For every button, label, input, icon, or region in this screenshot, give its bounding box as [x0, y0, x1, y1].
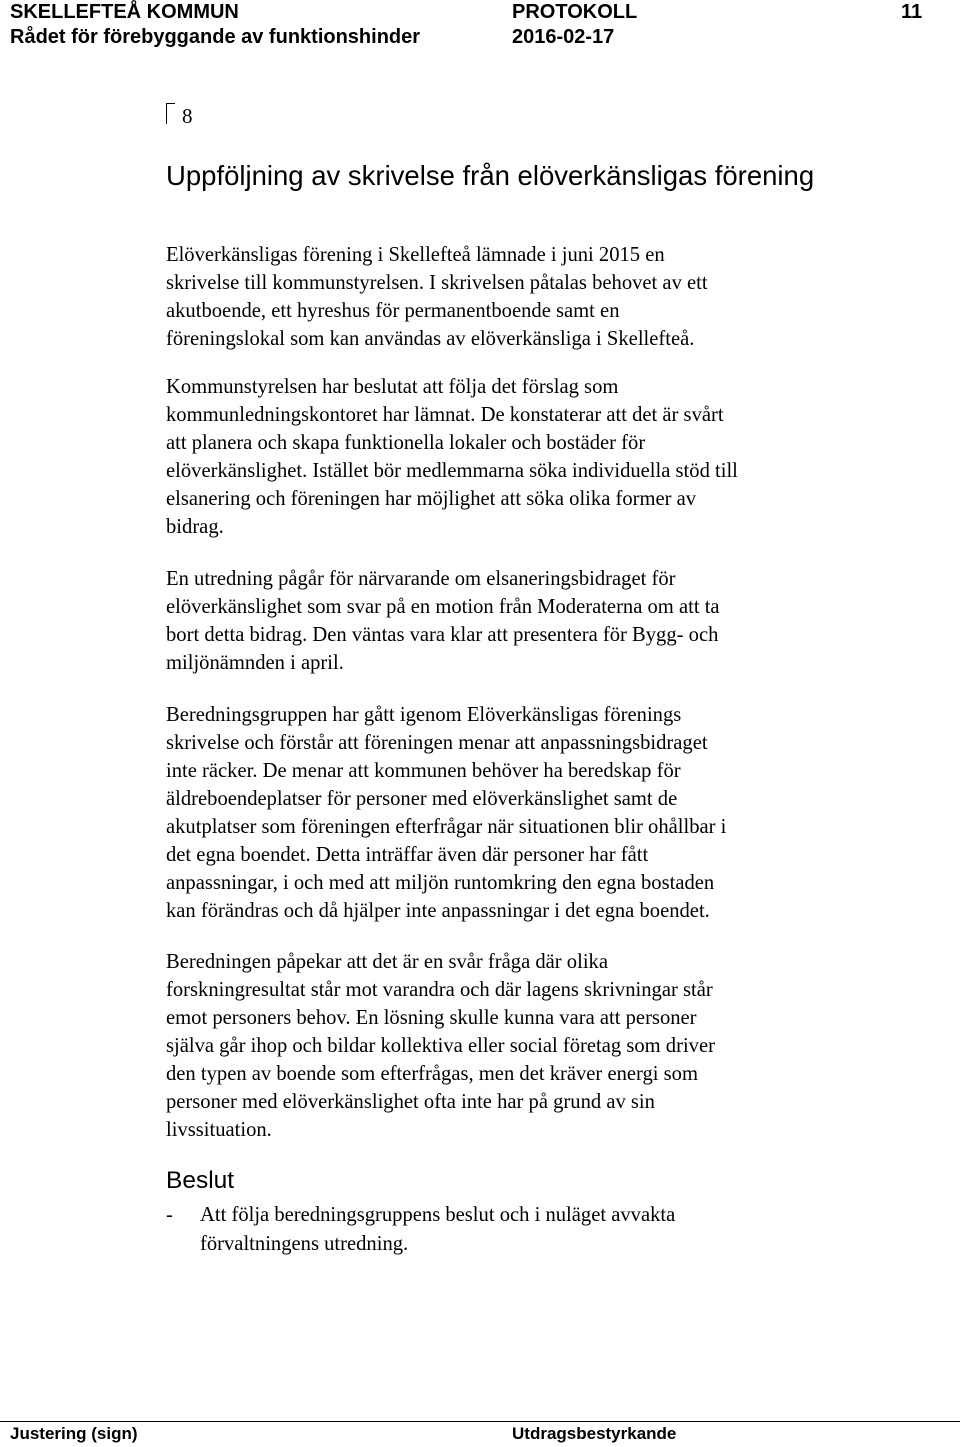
- paragraph-line: elöverkänslighet som svar på en motion från Moderaterna om att ta: [166, 596, 720, 618]
- paragraph-line: En utredning pågår för närvarande om elsaneringsbidraget för: [166, 568, 676, 590]
- paragraph-line: Beredningsgruppen har gått igenom Elöverkänsligas förenings: [166, 704, 682, 726]
- paragraph-line: att planera och skapa funktionella lokaler och bostäder för: [166, 432, 646, 454]
- paragraph-line: personer med elöverkänslighet ofta inte har på grund av sin: [166, 1091, 655, 1113]
- paragraph-line: föreningslokal som kan användas av elöverkänsliga i Skellefteå.: [166, 328, 695, 350]
- paragraph-line: emot personers behov. En lösning skulle kunna vara att personer: [166, 1007, 697, 1029]
- footer-certification-label: Utdragsbestyrkande: [512, 1424, 677, 1443]
- paragraph-line: anpassningar, i och med att miljön runtomkring den egna bostaden: [166, 872, 715, 894]
- paragraph-line: bidrag.: [166, 516, 224, 538]
- decision-heading: Beslut: [166, 1167, 235, 1194]
- paragraph-line: äldreboendeplatser för personer med elöverkänslighet samt de: [166, 788, 678, 810]
- paragraph-line: kommunledningskontoret har lämnat. De konstaterar att det är svårt: [166, 404, 724, 426]
- decision-line: förvaltningens utredning.: [200, 1233, 409, 1255]
- paragraph-line: själva går ihop och bildar kollektiva eller social företag som driver: [166, 1035, 715, 1057]
- municipality-name: SKELLEFTEÅ KOMMUN: [10, 1, 239, 23]
- section-marker-icon: [166, 103, 175, 124]
- paragraph-line: akutboende, ett hyreshus för permanentboende samt en: [166, 300, 620, 322]
- section-number: 8: [182, 104, 193, 128]
- decision-text: [200, 1201, 675, 1259]
- paragraph-line: kan förändras och då hjälper inte anpassningar i det egna boendet.: [166, 900, 710, 922]
- paragraph-line: den typen av boende som efterfrågas, men det kräver energi som: [166, 1063, 698, 1085]
- paragraph-line: elsanering och föreningen har möjlighet att söka olika former av: [166, 488, 697, 510]
- decision-bullet: -: [166, 1204, 173, 1226]
- paragraph-line: Kommunstyrelsen har beslutat att följa det förslag som: [166, 376, 619, 398]
- paragraph-1: [166, 241, 708, 353]
- footer-divider: [0, 1421, 960, 1422]
- paragraph-line: forskningresultat står mot varandra och där lagens skrivningar står: [166, 979, 713, 1001]
- section-title: Uppföljning av skrivelse från elöverkänsligas förening: [166, 160, 815, 191]
- paragraph-line: det egna boendet. Detta inträffar även där personer har fått: [166, 844, 649, 866]
- meeting-date: 2016-02-17: [512, 26, 615, 48]
- paragraph-3: [166, 565, 720, 677]
- paragraph-line: livssituation.: [166, 1119, 272, 1141]
- paragraph-line: Elöverkänsligas förening i Skellefteå lämnade i juni 2015 en: [166, 244, 665, 266]
- document-type: PROTOKOLL: [512, 1, 638, 23]
- paragraph-2: [166, 373, 738, 541]
- paragraph-line: bort detta bidrag. Den väntas vara klar att presentera för Bygg- och: [166, 624, 719, 646]
- paragraph-5: [166, 948, 715, 1144]
- paragraph-line: akutplatser som föreningen efterfrågar när situationen blir ohållbar i: [166, 816, 727, 838]
- paragraph-line: skrivelse och förstår att föreningen menar att anpassningsbidraget: [166, 732, 708, 754]
- council-name: Rådet för förebyggande av funktionshinder: [10, 26, 421, 48]
- paragraph-line: inte räcker. De menar att kommunen behöver ha beredskap för: [166, 760, 681, 782]
- paragraph-line: skrivelse till kommunstyrelsen. I skrivelsen påtalas behovet av ett: [166, 272, 708, 294]
- paragraph-4: [166, 701, 726, 925]
- paragraph-line: Beredningen påpekar att det är en svår fråga där olika: [166, 951, 608, 973]
- footer-signature-label: Justering (sign): [10, 1424, 138, 1443]
- paragraph-line: elöverkänslighet. Istället bör medlemmarna söka individuella stöd till: [166, 460, 738, 482]
- paragraph-line: miljönämnden i april.: [166, 652, 344, 674]
- decision-line: Att följa beredningsgruppens beslut och i nuläget avvakta: [200, 1204, 676, 1226]
- page-number: 11: [901, 1, 923, 23]
